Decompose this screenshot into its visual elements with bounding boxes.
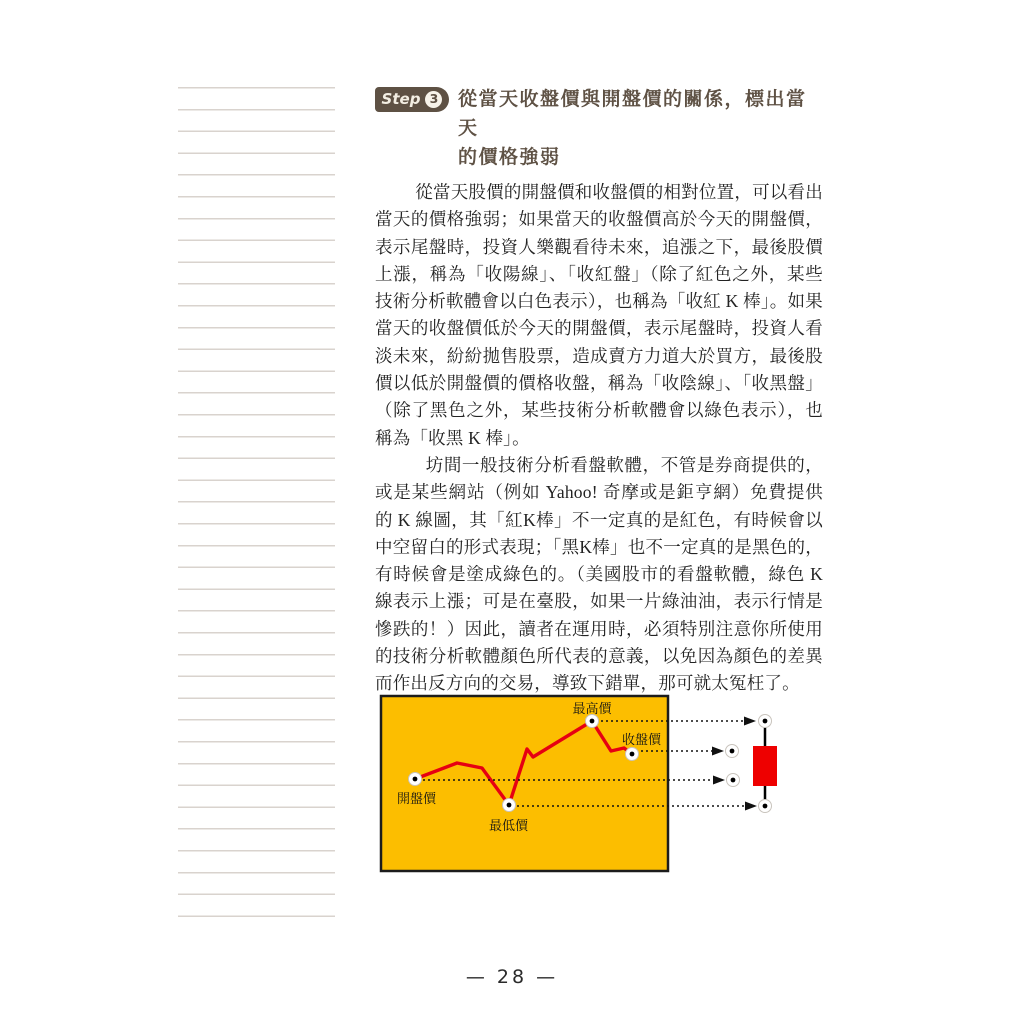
label-low-price: 最低價 <box>489 818 529 833</box>
label-close-price: 收盤價 <box>622 732 662 747</box>
label-high-price: 最高價 <box>572 701 612 716</box>
notebook-ruled-lines <box>178 87 335 936</box>
section-title-line1: 從當天收盤價與開盤價的關係，標出當天 <box>458 88 807 139</box>
page-number: — 28 — <box>465 966 559 988</box>
body-paragraph-1: 從當天股價的開盤價和收盤價的相對位置，可以看出當天的價格強弱；如果當天的收盤價高於今天的開盤價，表示尾盤時，投資人樂觀看待未來，追漲之下，最後股價上漲，稱為「收陽線」、「收紅盤」（除了紅色之外，某些技術分析軟體會以白色表示），也稱為「收紅 K 棒」。如果當天的收盤價低於今天的開盤價，表示尾盤時，投資人看淡未來，紛紛拋售股票，造成賣方力道大於買方，最後股價以低於開盤價的價格收盤，稱為「收陰線」、「收黑盤」（除了黑色之外，某些技術分析軟體會以綠色表示），也稱為「收黑 K 棒」。 <box>375 182 823 448</box>
candle-marker-open <box>727 774 740 787</box>
body-paragraph-2: 坊間一般技術分析看盤軟體，不管是券商提供的，或是某些網站（例如 Yahoo! 奇摩或是鉅亨網）免費提供的 K 線圖，其「紅K棒」不一定真的是紅色，有時候會以中空留白的形式表現；「黑K棒」也不一定真的是黑色的，有時候會是塗成綠色的。（美國股市的看盤軟體，綠色 K 線表示上漲；可是在臺股，如果一片綠油油，表示行情是慘跌的！）因此，讀者在運用時，必須特別注意你所使用的技術分析軟體顏色所代表的意義，以免因為顏色的差異而作出反方向的交易，導致下錯單，那可就太冤枉了。 <box>375 454 823 694</box>
step-badge-label: Step <box>381 90 421 108</box>
step-badge <box>375 87 449 112</box>
step-number-badge: 3 <box>425 91 442 108</box>
diagram-canvas <box>375 688 807 890</box>
candlestick <box>753 721 777 806</box>
price-panel <box>381 696 668 871</box>
point-marker-low <box>503 799 516 812</box>
main-text-column <box>375 85 823 698</box>
label-open-price: 開盤價 <box>397 791 437 806</box>
section-title-line2: 的價格強弱 <box>458 146 561 168</box>
point-marker-high <box>586 715 599 728</box>
point-marker-close <box>626 748 639 761</box>
candle-body <box>753 746 777 786</box>
candle-marker-close <box>726 745 739 758</box>
section-header <box>375 85 823 172</box>
point-marker-open <box>409 773 422 786</box>
candle-marker-high <box>759 715 772 728</box>
candle-marker-low <box>759 800 772 813</box>
candlestick-construction-diagram <box>375 688 807 890</box>
